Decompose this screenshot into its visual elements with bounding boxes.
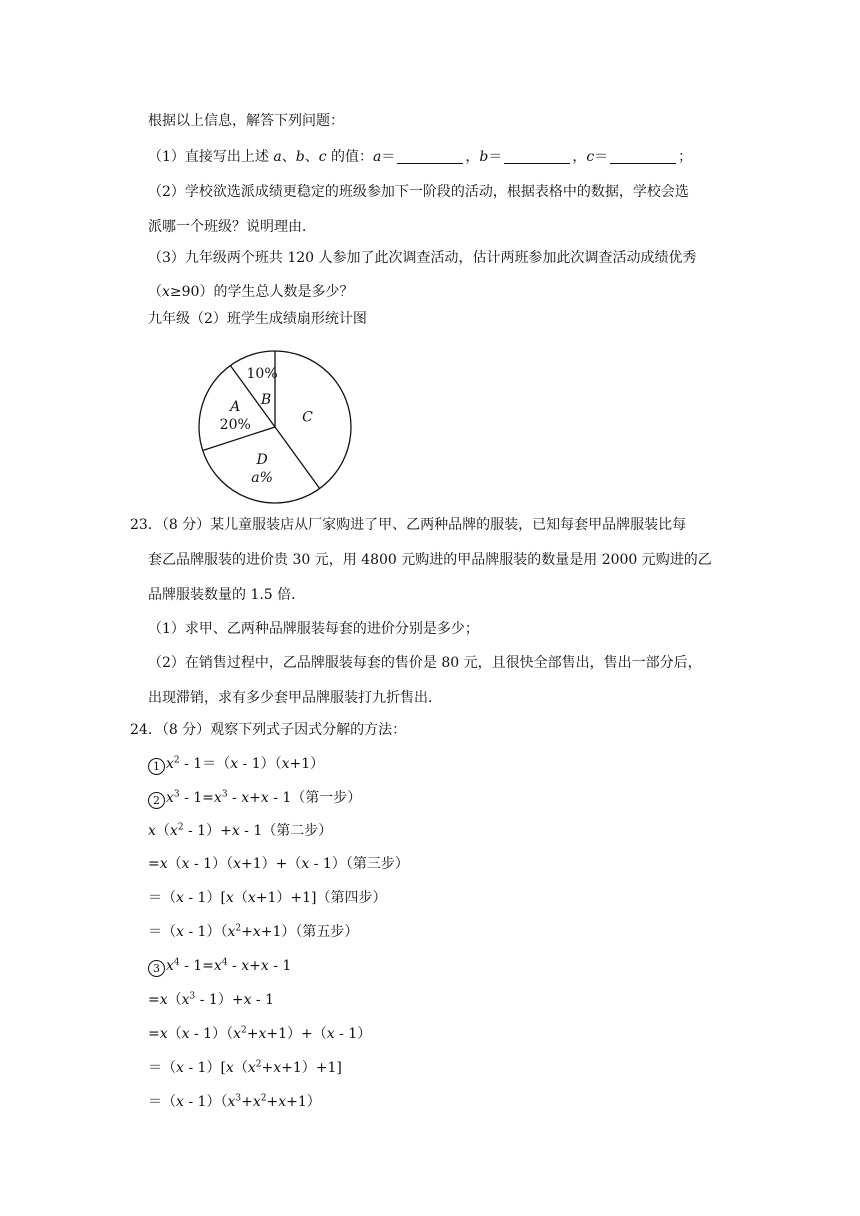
step-1: 第一步 [305,790,348,806]
formula-2-step2: $x(x^2 - 1)+x - 1$（第二步） [148,822,333,839]
formula-3-line2: $=x(x^3 - 1)+x - 1$ [148,991,275,1008]
formula-2-step5: $=(x - 1)(x^2+x+1)$（第五步） [148,923,359,940]
answer-blank-b[interactable] [504,149,570,164]
q23-line1: 23．（8 分）某儿童服装店从厂家购进了甲、乙两种品牌的服装，已知每套甲品牌服装比每 [130,517,687,533]
var-c-2: c [586,149,595,165]
pie-label-d: D [256,451,268,468]
q22-part3-line1: （3）九年级两个班共 120 人参加了此次调查活动，估计两班参加此次调查活动成绩优秀 [148,250,697,266]
var-a-2: a [372,149,382,165]
formula-3-line5: $=(x - 1)(x^3+x^2+x+1)$ [148,1093,321,1110]
q23-part2-line2: 出现滞销，求有多少套甲品牌服装打九折售出． [148,690,442,706]
q24-head: 24．（8 分）观察下列式子因式分解的方法： [130,722,407,738]
q22-p1-text: （1）直接写出上述 [148,149,274,165]
var-c: c [318,149,327,165]
var-b-2: b [479,149,489,165]
step-2: 第二步 [276,823,319,839]
circled-number-2: 2 [148,792,165,809]
formula-2-step4: ＝（x - 1）[x（x+1）+1]（第四步） [148,890,387,906]
pie-label-a: A [230,399,241,416]
circled-number-3: 3 [148,960,165,977]
q22-p1-mid: 的值： [326,149,373,165]
q22-p3-post: ≥90）的学生总人数是多少？ [169,284,354,300]
pie-value-b: 10% [246,366,278,383]
formula-2: 2 $x^3 - 1=x^3 - x+x - 1$（第一步） [148,789,361,809]
var-a: a [273,149,282,165]
pie-label-b: B [260,392,272,409]
pie-chart [198,342,358,508]
intro-text: 根据以上信息，解答下列问题： [148,113,344,129]
paren: （ [148,284,162,300]
q23-line2: 套乙品牌服装的进价贵 30 元，用 4800 元购进的甲品牌服装的数量是用 2000 元购进的乙 [148,552,712,568]
circled-number-1: 1 [148,758,165,775]
formula-3-line4: $=(x - 1)[x(x^2+x+1)+1]$ [148,1059,342,1076]
pie-value-d: a% [251,469,273,486]
formula-1: 1 $x^2 - 1=(x - 1)(x+1)$ [148,755,324,775]
formula-3-line3: $=x(x - 1)(x^2+x+1)+(x - 1)$ [148,1025,372,1042]
pie-label-c: C [302,409,313,426]
sep: ， [465,149,480,165]
answer-blank-c[interactable] [610,149,676,164]
answer-blank-a[interactable] [397,149,463,164]
q23-part2-line1: （2）在销售过程中，乙品牌服装每套的售价是 80 元，且很快全部售出，售出一部分后， [148,655,702,671]
pie-value-a: 20% [219,417,251,434]
q22-part2-line1: （2）学校欲选派成绩更稳定的班级参加下一阶段的活动，根据表格中的数据，学校会选 [148,184,689,200]
formula-2-step3: =x（x - 1）（x+1）+（x - 1）（第三步） [148,856,409,872]
step-4: 第四步 [330,890,373,906]
sep: ， [572,149,587,165]
step-5: 第五步 [302,924,345,940]
eq-sign: ＝ [594,149,609,165]
eq-sign: ＝ [488,149,503,165]
step-3: 第三步 [352,856,395,872]
var-b: b [295,149,305,165]
eq-sign: ＝ [381,149,396,165]
q22-part3-line2 [148,283,353,301]
formula-3: 3 $x^4 - 1=x^4 - x+x - 1$ [148,957,291,977]
q22-part1: （1）直接写出上述 a、b、c 的值：a＝ ，b＝ ，c＝ ； [148,149,693,165]
end-mark: ； [678,149,693,165]
q23-part1: （1）求甲、乙两种品牌服装每套的进价分别是多少； [148,621,479,637]
q22-part2-line2: 派哪一个班级？说明理由． [148,219,316,235]
var-x: x [162,284,170,300]
chart-title: 九年级（2）班学生成绩扇形统计图 [148,311,367,327]
q23-line3: 品牌服装数量的 1.5 倍． [148,587,306,603]
